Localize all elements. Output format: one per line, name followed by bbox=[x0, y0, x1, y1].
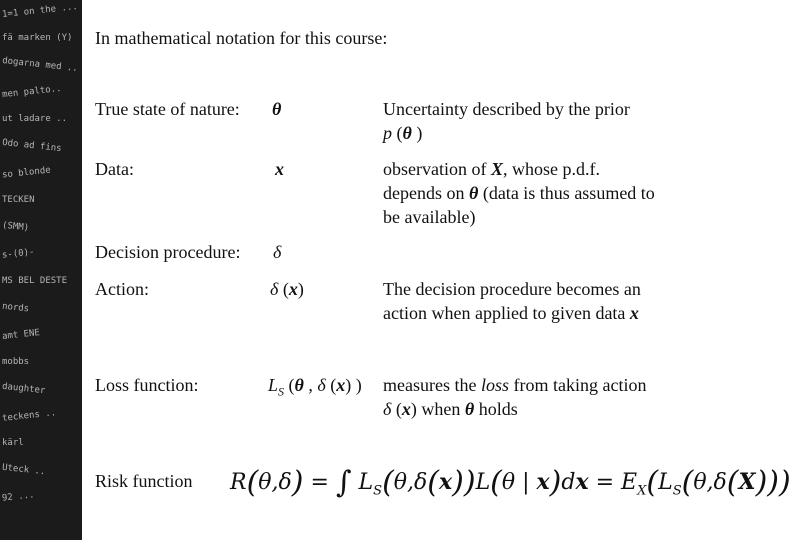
stripe-scribble: TECKEN bbox=[2, 195, 35, 205]
stripe-scribble: Odo ad fins bbox=[1, 137, 62, 155]
stripe-scribble: MS BEL DESTE bbox=[2, 276, 68, 286]
stripe-scribble: men palto.. bbox=[1, 83, 62, 101]
data-desc-line1: observation of X, whose p.d.f. bbox=[383, 159, 600, 179]
stripe-scribble: so blonde bbox=[1, 165, 52, 181]
stripe-scribble: amt ENE bbox=[1, 328, 41, 342]
action-label: Action: bbox=[95, 279, 149, 299]
data-label: Data: bbox=[95, 159, 134, 179]
stripe-scribble: kärl bbox=[2, 438, 24, 448]
action-symbol: δ (x) bbox=[270, 279, 304, 299]
action-desc-line1: The decision procedure becomes an bbox=[383, 279, 641, 299]
stripe-scribble: daughter bbox=[1, 381, 46, 397]
state-desc-line2: p (θ ) bbox=[383, 123, 423, 143]
risk-formula-equation: R(θ,δ) = ∫ $L_S(\theta,\delta(x))L(\theta$ | $x)dx = E_X(L_S(\theta,\delta(X)))$ bbox=[230, 465, 791, 500]
stripe-scribble: 92 ... bbox=[1, 490, 35, 504]
action-desc-line2: action when applied to given data x bbox=[383, 303, 639, 323]
data-desc-line2: depends on θ (data is thus assumed to bbox=[383, 183, 655, 203]
stripe-scribble: nords bbox=[1, 301, 30, 315]
stripe-scribble: ut ladare .. bbox=[2, 114, 68, 124]
loss-desc-line2: δ (x) when θ holds bbox=[383, 399, 518, 419]
decorative-side-stripe bbox=[0, 0, 82, 540]
stripe-scribble: 1=1 on the ... bbox=[1, 2, 79, 20]
loss-symbol: $L_S$ (θ , δ (x) ) bbox=[268, 375, 362, 399]
loss-label: Loss function: bbox=[95, 375, 199, 395]
state-symbol: θ bbox=[272, 99, 282, 119]
stripe-scribble: Uteck .. bbox=[1, 462, 46, 478]
decision-label: Decision procedure: bbox=[95, 242, 241, 262]
data-desc-line3: be available) bbox=[383, 207, 476, 227]
data-symbol: x bbox=[275, 159, 284, 179]
stripe-scribble: dogarna med .. bbox=[1, 56, 79, 74]
decision-symbol: δ bbox=[273, 242, 282, 262]
intro-text: In mathematical notation for this course: bbox=[95, 28, 388, 48]
loss-desc-line1: measures the loss from taking action bbox=[383, 375, 647, 395]
stripe-scribble: s-(0)- bbox=[1, 247, 35, 261]
stripe-scribble: teckens .. bbox=[1, 408, 57, 424]
risk-label: Risk function bbox=[95, 471, 193, 491]
state-desc-line1: Uncertainty described by the prior bbox=[383, 99, 630, 119]
stripe-scribble: fä marken (Y) bbox=[2, 33, 73, 43]
stripe-scribble: mobbs bbox=[2, 357, 30, 367]
stripe-scribble: (SMM) bbox=[1, 220, 30, 234]
state-label: True state of nature: bbox=[95, 99, 240, 119]
